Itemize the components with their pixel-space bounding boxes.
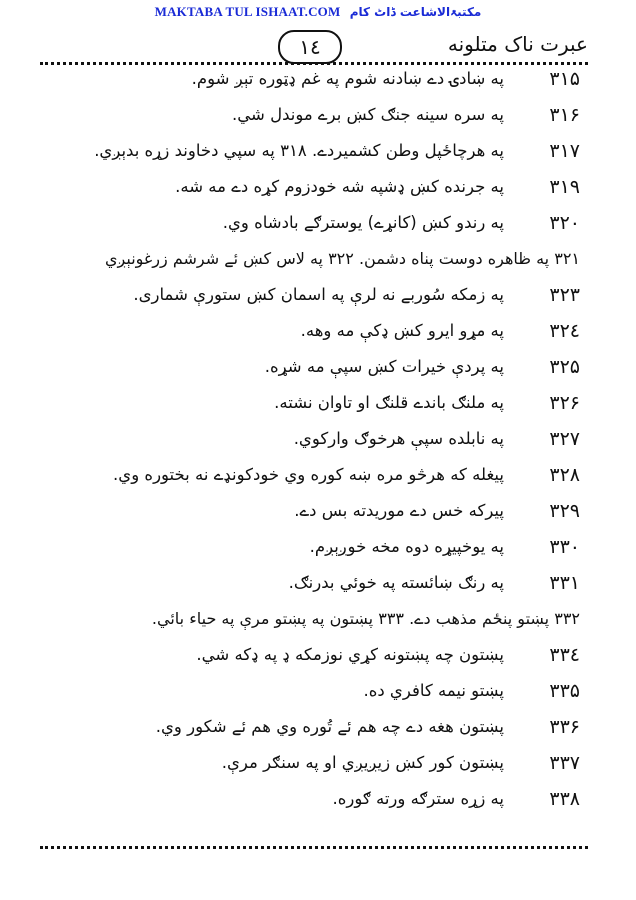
proverb-line — [40, 496, 588, 532]
proverb-text: پيرکه خس دے موريدته بس دے. — [294, 501, 504, 520]
proverb-text: په ښادۍ دے ښادنه شوم په غم ډټوره تېږ شوم. — [191, 69, 504, 88]
proverb-text: په مړو ايرو کښ ډکې مه وهه. — [300, 321, 504, 340]
proverb-line — [40, 604, 588, 640]
proverb-text: په نابلده سپې هرخوګ وارکوي. — [293, 429, 504, 448]
proverb-line — [40, 532, 588, 568]
proverb-text: پښتو نيمه کافري ده. — [363, 681, 504, 700]
proverb-number: ۳۳۷ — [549, 752, 580, 774]
proverb-line — [40, 244, 588, 280]
proverb-text: په يوخپيړه دوه مخه خوږېږم. — [309, 537, 504, 556]
proverb-number: ۳۲٤ — [549, 320, 580, 342]
proverb-number: ۳۱۵ — [549, 68, 580, 90]
watermark-latin: MAKTABA TUL ISHAAT.COM — [154, 4, 341, 19]
proverb-text: په جرنده کښ ډشپه شه خودزوم کړه دے مه شه. — [175, 177, 504, 196]
proverb-number: ۳۳۰ — [549, 536, 580, 558]
proverb-text: پښتون کور کښ زيږيږي او په سنګر مرې. — [221, 753, 504, 772]
proverb-line — [40, 460, 588, 496]
watermark-urdu: مکتبۃالاشاعت ڈاٹ کام — [349, 5, 482, 19]
proverb-line — [40, 280, 588, 316]
proverb-line — [40, 100, 588, 136]
proverb-text: په رنګ ښائسته په خوئي بدرنګ. — [288, 573, 504, 592]
proverb-number: ۳۳۱ — [549, 572, 580, 594]
proverb-line — [40, 388, 588, 424]
proverb-number: ۳۱۹ — [549, 176, 580, 198]
proverb-number: ۳۱۶ — [549, 104, 580, 126]
proverb-line — [40, 172, 588, 208]
proverb-list — [40, 64, 588, 820]
proverb-text: په سره سينه جنګ کښ برے موندل شي. — [232, 105, 504, 124]
proverb-text: ۳۳۲ پښتو پنځم مذهب دے. ۳۳۳ پښتون په پښتو مرې په حياء بائي. — [151, 609, 580, 628]
proverb-line — [40, 712, 588, 748]
proverb-text: ۳۲۱ په ظاهره دوست پناه دشمن. ۳۲۲ په لاس کښ ئے شرشم زرغونېږي — [105, 249, 580, 268]
proverb-text: پښتون هغه دے چه هم ئے تُوره وي هم ئے شکور وي. — [155, 717, 504, 736]
proverb-line — [40, 208, 588, 244]
proverb-text: په زړه سترګه ورته ګوره. — [332, 789, 504, 808]
proverb-number: ۳۲۶ — [549, 392, 580, 414]
proverb-text: په ملنګ باندے قلنګ او تاوان نشته. — [274, 393, 504, 412]
proverb-number: ۳۲۵ — [549, 356, 580, 378]
proverb-line — [40, 316, 588, 352]
proverb-line — [40, 784, 588, 820]
proverb-text: پښتون چه پښتونه کړي نوزمکه ډ په ډکه شي. — [196, 645, 504, 664]
book-title: عبرت ناک متلونه — [447, 32, 588, 56]
proverb-line — [40, 424, 588, 460]
proverb-line — [40, 640, 588, 676]
watermark — [0, 4, 636, 20]
proverb-number: ۳۲۰ — [549, 212, 580, 234]
proverb-text: په هرچاځپل وطن کشميردے. ۳۱۸ په سپي دخاوند زړه بدېږي. — [94, 141, 504, 160]
proverb-line — [40, 64, 588, 100]
proverb-number: ۳۲۸ — [549, 464, 580, 486]
page-number-badge: ۱٤ — [278, 30, 342, 64]
proverb-line — [40, 568, 588, 604]
proverb-line — [40, 352, 588, 388]
proverb-number: ۳۱۷ — [549, 140, 580, 162]
proverb-number: ۳۳۸ — [549, 788, 580, 810]
proverb-number: ۳۳٤ — [549, 644, 580, 666]
proverb-number: ۳۳۵ — [549, 680, 580, 702]
proverb-number: ۳۲۷ — [549, 428, 580, 450]
proverb-number: ۳۳۶ — [549, 716, 580, 738]
proverb-text: په رندو کښ (کانړے) يوسترګے بادشاه وي. — [222, 213, 504, 232]
proverb-number: ۳۲۳ — [549, 284, 580, 306]
proverb-line — [40, 676, 588, 712]
bottom-dotted-rule — [40, 846, 588, 849]
proverb-line — [40, 748, 588, 784]
proverb-line — [40, 136, 588, 172]
proverb-text: په پردې خيرات کښ سپې مه شړه. — [264, 357, 504, 376]
proverb-number: ۳۲۹ — [549, 500, 580, 522]
proverb-text: پيغله که هرڅو مره ښه کوره وي خودکونډے نه بختوره وي. — [113, 465, 504, 484]
proverb-text: په زمکه سُوربے نه لرې په اسمان کښ ستورې شماری. — [133, 285, 504, 304]
page-header — [40, 30, 588, 66]
